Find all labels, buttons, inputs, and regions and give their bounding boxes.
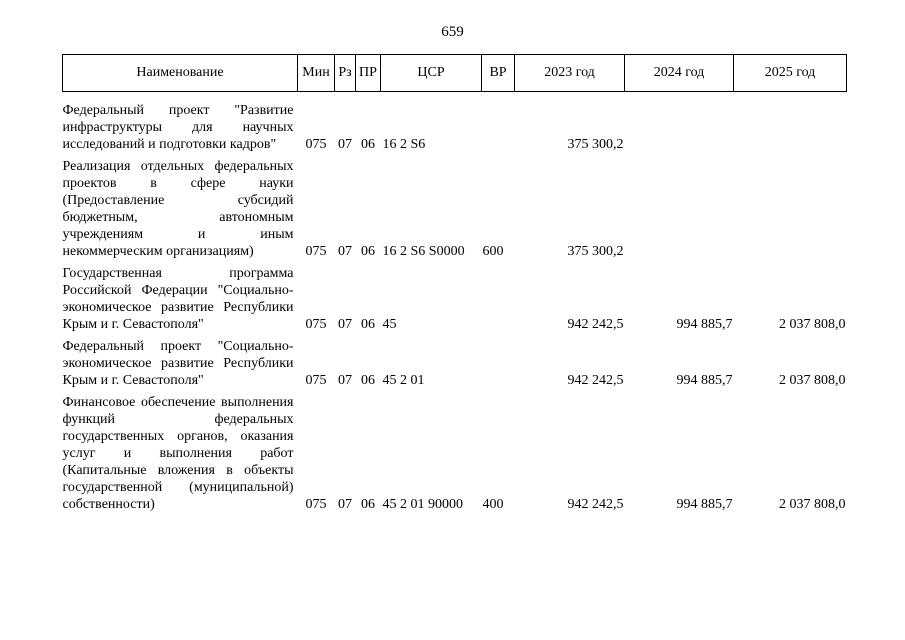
row-name: Реализация отдельных федеральных проектов в сфере науки (Предоставление субсидий бюджетным, автономным учреждениям и иным некоммерческим организациям) bbox=[62, 159, 294, 259]
row-csr: 16 2 S6 bbox=[382, 137, 426, 152]
row-vr bbox=[482, 335, 515, 391]
header-csr: ЦСР bbox=[381, 55, 482, 92]
header-2023: 2023 год bbox=[515, 55, 625, 92]
row-2025 bbox=[734, 99, 847, 155]
header-2024: 2024 год bbox=[625, 55, 734, 92]
table-row bbox=[63, 391, 847, 515]
row-2025: 2 037 808,0 bbox=[779, 317, 846, 332]
header-rz: Рз bbox=[335, 55, 356, 92]
row-min: 075 bbox=[305, 497, 327, 512]
row-rz: 07 bbox=[338, 497, 352, 512]
row-pr: 06 bbox=[361, 497, 375, 512]
row-rz: 07 bbox=[338, 137, 352, 152]
row-name: Федеральный проект "Развитие инфраструктуры для научных исследований и подготовки кадров" bbox=[62, 103, 294, 152]
row-2025: 2 037 808,0 bbox=[779, 373, 846, 388]
row-name: Финансовое обеспечение выполнения функций федеральных государственных органов, оказания услуг и выполнения работ (Капитальные вложения в объекты государственной (муниципальной) собственности) bbox=[62, 395, 294, 512]
row-2024 bbox=[625, 99, 734, 155]
header-pr: ПР bbox=[356, 55, 381, 92]
header-2025: 2025 год bbox=[734, 55, 847, 92]
row-2023: 375 300,2 bbox=[567, 137, 624, 152]
row-vr bbox=[482, 262, 515, 335]
row-csr: 45 2 01 bbox=[382, 373, 425, 388]
table-row bbox=[63, 262, 847, 335]
page-number: 659 bbox=[441, 24, 464, 40]
row-min: 075 bbox=[305, 244, 327, 259]
row-2025 bbox=[734, 155, 847, 262]
row-csr: 45 2 01 90000 bbox=[382, 497, 463, 512]
row-2024 bbox=[625, 155, 734, 262]
header-name: Наименование bbox=[63, 55, 298, 92]
budget-table bbox=[62, 54, 847, 515]
row-csr: 16 2 S6 S0000 bbox=[382, 244, 465, 259]
row-rz: 07 bbox=[338, 317, 352, 332]
row-2023: 942 242,5 bbox=[567, 373, 624, 388]
row-pr: 06 bbox=[361, 317, 375, 332]
row-min: 075 bbox=[305, 137, 327, 152]
row-rz: 07 bbox=[338, 373, 352, 388]
row-rz: 07 bbox=[338, 244, 352, 259]
header-vr: ВР bbox=[482, 55, 515, 92]
row-vr: 600 bbox=[482, 244, 504, 259]
row-2023: 942 242,5 bbox=[567, 497, 624, 512]
row-name: Федеральный проект "Социально-экономическое развитие Республики Крым и г. Севастополя" bbox=[62, 339, 294, 388]
table-row bbox=[63, 335, 847, 391]
table-row bbox=[63, 99, 847, 155]
row-2024: 994 885,7 bbox=[676, 497, 733, 512]
row-2024: 994 885,7 bbox=[676, 317, 733, 332]
table-row bbox=[63, 155, 847, 262]
header-min: Мин bbox=[298, 55, 335, 92]
row-2023: 942 242,5 bbox=[567, 317, 624, 332]
row-pr: 06 bbox=[361, 244, 375, 259]
row-pr: 06 bbox=[361, 137, 375, 152]
row-2023: 375 300,2 bbox=[567, 244, 624, 259]
row-min: 075 bbox=[305, 373, 327, 388]
row-vr: 400 bbox=[482, 497, 504, 512]
row-2025: 2 037 808,0 bbox=[779, 497, 846, 512]
row-min: 075 bbox=[305, 317, 327, 332]
row-pr: 06 bbox=[361, 373, 375, 388]
row-csr: 45 bbox=[382, 317, 397, 332]
row-2024: 994 885,7 bbox=[676, 373, 733, 388]
row-name: Государственная программа Российской Федерации "Социально-экономическое развитие Республики Крым и г. Севастополя" bbox=[62, 266, 294, 332]
table-header-row bbox=[63, 55, 847, 92]
row-vr bbox=[482, 99, 515, 155]
